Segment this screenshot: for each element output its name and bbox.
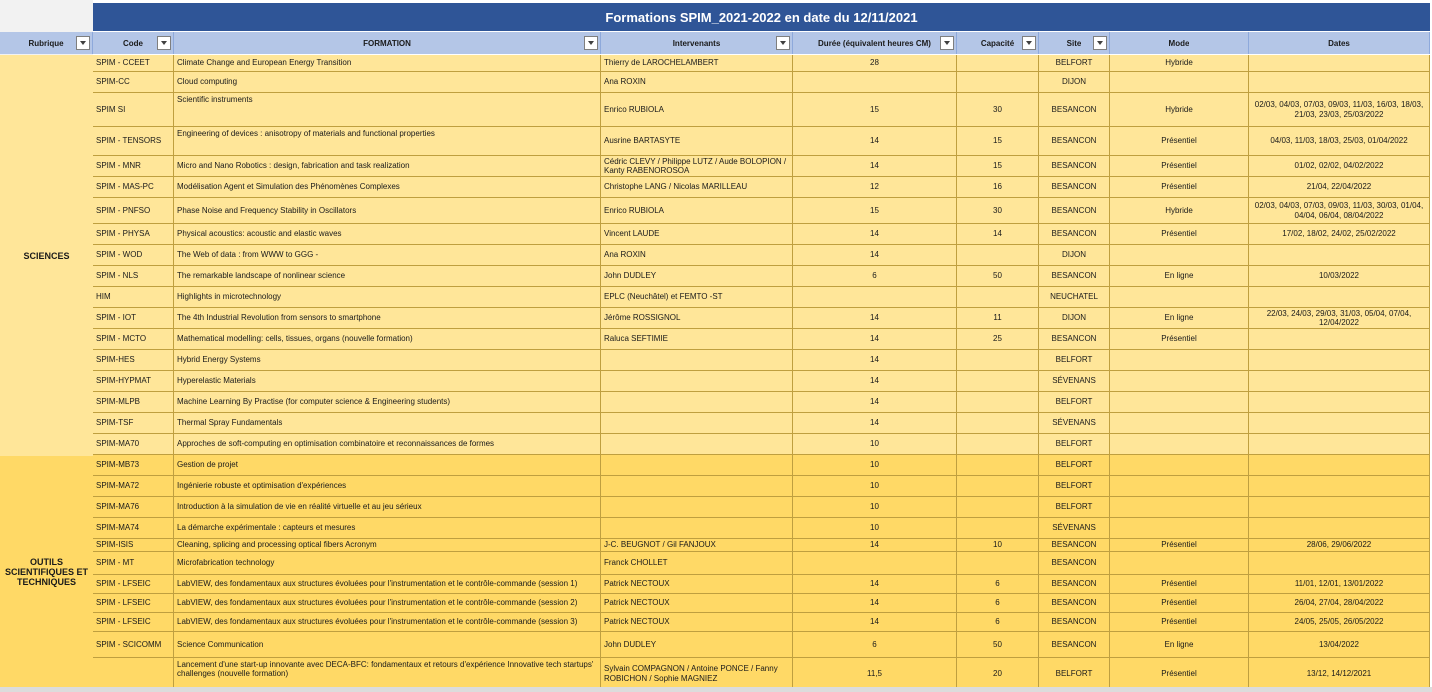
cell-dates[interactable]: [1249, 245, 1430, 266]
cell-site[interactable]: SÉVENANS: [1039, 518, 1110, 539]
col-header-rubrique: [0, 32, 93, 54]
cell-intervenants[interactable]: [601, 392, 793, 413]
cell-dates[interactable]: 17/02, 18/02, 24/02, 25/02/2022: [1249, 224, 1430, 245]
cell-formation[interactable]: The 4th Industrial Revolution from sensors to smartphone: [174, 308, 601, 329]
cell-intervenants[interactable]: Thierry de LAROCHELAMBERT: [601, 55, 793, 72]
cell-intervenants[interactable]: Patrick NECTOUX: [601, 575, 793, 594]
cell-duree[interactable]: 14: [793, 308, 957, 329]
cell-capacite[interactable]: 15: [957, 156, 1039, 177]
filter-dropdown-icon[interactable]: [776, 36, 790, 50]
cell-mode[interactable]: [1110, 455, 1249, 476]
cell-capacite[interactable]: [957, 350, 1039, 371]
col-header-intervenants-label: Intervenants: [672, 38, 721, 48]
cell-duree[interactable]: 14: [793, 156, 957, 177]
cell-duree[interactable]: 10: [793, 518, 957, 539]
filter-dropdown-icon[interactable]: [1022, 36, 1036, 50]
cell-duree[interactable]: 10: [793, 476, 957, 497]
cell-formation[interactable]: Machine Learning By Practise (for computer science & Engineering students): [174, 392, 601, 413]
cell-mode[interactable]: Présentiel: [1110, 594, 1249, 613]
cell-dates[interactable]: [1249, 371, 1430, 392]
cell-capacite[interactable]: 30: [957, 93, 1039, 127]
cell-formation[interactable]: Hyperelastic Materials: [174, 371, 601, 392]
cell-mode[interactable]: [1110, 350, 1249, 371]
col-header-mode-label: Mode: [1168, 38, 1190, 48]
cell-capacite[interactable]: 16: [957, 177, 1039, 198]
cell-duree[interactable]: 14: [793, 613, 957, 632]
cell-formation[interactable]: Microfabrication technology: [174, 552, 601, 575]
cell-capacite[interactable]: [957, 413, 1039, 434]
cell-dates[interactable]: [1249, 552, 1430, 575]
cell-capacite[interactable]: 50: [957, 266, 1039, 287]
cell-mode[interactable]: [1110, 552, 1249, 575]
cell-formation[interactable]: Cleaning, splicing and processing optical fibers Acronym: [174, 539, 601, 552]
cell-dates[interactable]: [1249, 72, 1430, 93]
cell-formation[interactable]: Climate Change and European Energy Transition: [174, 55, 601, 72]
cell-site[interactable]: BESANCON: [1039, 594, 1110, 613]
cell-dates[interactable]: 13/12, 14/12/2021: [1249, 658, 1430, 690]
cell-duree[interactable]: [793, 552, 957, 575]
cell-capacite[interactable]: 30: [957, 198, 1039, 224]
cell-code[interactable]: SPIM - CCEET: [93, 55, 174, 72]
col-header-duree: [793, 32, 957, 54]
cell-dates[interactable]: 28/06, 29/06/2022: [1249, 539, 1430, 552]
cell-mode[interactable]: [1110, 392, 1249, 413]
cell-code[interactable]: SPIM - TENSORS: [93, 127, 174, 156]
col-header-capacite-label: Capacité: [980, 38, 1015, 48]
cell-mode[interactable]: [1110, 245, 1249, 266]
cell-intervenants[interactable]: J-C. BEUGNOT / Gil FANJOUX: [601, 539, 793, 552]
cell-dates[interactable]: [1249, 392, 1430, 413]
cell-intervenants[interactable]: Ausrine BARTASYTE: [601, 127, 793, 156]
filter-dropdown-icon[interactable]: [76, 36, 90, 50]
cell-duree[interactable]: 12: [793, 177, 957, 198]
cell-mode[interactable]: Présentiel: [1110, 575, 1249, 594]
cell-duree[interactable]: 14: [793, 224, 957, 245]
cell-capacite[interactable]: [957, 55, 1039, 72]
cell-site[interactable]: BESANCON: [1039, 613, 1110, 632]
cell-site[interactable]: BESANCON: [1039, 177, 1110, 198]
cell-mode[interactable]: Présentiel: [1110, 658, 1249, 690]
col-header-capacite: [957, 32, 1039, 54]
cell-duree[interactable]: [793, 72, 957, 93]
cell-site[interactable]: BELFORT: [1039, 497, 1110, 518]
col-header-site-label: Site: [1066, 38, 1082, 48]
cell-intervenants[interactable]: Enrico RUBIOLA: [601, 93, 793, 127]
cell-intervenants[interactable]: Ana ROXIN: [601, 72, 793, 93]
cell-capacite[interactable]: [957, 287, 1039, 308]
cell-formation[interactable]: LabVIEW, des fondamentaux aux structures évoluées pour l'instrumentation et le contrôle-commande (session 2): [174, 594, 601, 613]
cell-code[interactable]: SPIM-TSF: [93, 413, 174, 434]
cell-mode[interactable]: Présentiel: [1110, 177, 1249, 198]
cell-site[interactable]: BELFORT: [1039, 55, 1110, 72]
cell-dates[interactable]: 02/03, 04/03, 07/03, 09/03, 11/03, 16/03, 18/03, 21/03, 23/03, 25/03/2022: [1249, 93, 1430, 127]
cell-code[interactable]: SPIM-MA70: [93, 434, 174, 455]
cell-code[interactable]: SPIM-MA72: [93, 476, 174, 497]
cell-intervenants[interactable]: John DUDLEY: [601, 632, 793, 658]
cell-capacite[interactable]: 50: [957, 632, 1039, 658]
cell-formation[interactable]: Modélisation Agent et Simulation des Phénomènes Complexes: [174, 177, 601, 198]
cell-intervenants[interactable]: Raluca SEFTIMIE: [601, 329, 793, 350]
col-header-mode: [1110, 32, 1249, 54]
cell-mode[interactable]: En ligne: [1110, 308, 1249, 329]
cell-formation[interactable]: LabVIEW, des fondamentaux aux structures évoluées pour l'instrumentation et le contrôle-commande (session 3): [174, 613, 601, 632]
cell-duree[interactable]: 10: [793, 497, 957, 518]
cell-dates[interactable]: [1249, 287, 1430, 308]
cell-duree[interactable]: 14: [793, 413, 957, 434]
cell-duree[interactable]: 10: [793, 434, 957, 455]
cell-mode[interactable]: [1110, 434, 1249, 455]
col-header-dates-label: Dates: [1328, 38, 1350, 48]
cell-dates[interactable]: [1249, 434, 1430, 455]
cell-formation[interactable]: Engineering of devices : anisotropy of materials and functional properties: [174, 127, 601, 156]
cell-formation[interactable]: Phase Noise and Frequency Stability in Oscillators: [174, 198, 601, 224]
cell-code[interactable]: HIM: [93, 287, 174, 308]
cell-intervenants[interactable]: [601, 476, 793, 497]
cell-mode[interactable]: [1110, 518, 1249, 539]
cell-formation[interactable]: Hybrid Energy Systems: [174, 350, 601, 371]
cell-dates[interactable]: [1249, 329, 1430, 350]
cell-site[interactable]: BELFORT: [1039, 476, 1110, 497]
cell-dates[interactable]: 11/01, 12/01, 13/01/2022: [1249, 575, 1430, 594]
cell-intervenants[interactable]: [601, 497, 793, 518]
cell-code[interactable]: SPIM - PHYSA: [93, 224, 174, 245]
cell-mode[interactable]: En ligne: [1110, 266, 1249, 287]
cell-code[interactable]: SPIM-CC: [93, 72, 174, 93]
cell-intervenants[interactable]: Christophe LANG / Nicolas MARILLEAU: [601, 177, 793, 198]
cell-formation[interactable]: The remarkable landscape of nonlinear science: [174, 266, 601, 287]
cell-intervenants[interactable]: Vincent LAUDE: [601, 224, 793, 245]
cell-duree[interactable]: 28: [793, 55, 957, 72]
col-header-dates: [1249, 32, 1430, 54]
cell-site[interactable]: BELFORT: [1039, 658, 1110, 690]
cell-capacite[interactable]: [957, 371, 1039, 392]
cell-capacite[interactable]: 11: [957, 308, 1039, 329]
cell-mode[interactable]: Présentiel: [1110, 156, 1249, 177]
rubrique-outils: OUTILS SCIENTIFIQUES ET TECHNIQUES: [0, 456, 93, 687]
cell-capacite[interactable]: 10: [957, 539, 1039, 552]
cell-site[interactable]: SÉVENANS: [1039, 371, 1110, 392]
cell-code[interactable]: SPIM-ISIS: [93, 539, 174, 552]
cell-mode[interactable]: [1110, 287, 1249, 308]
cell-duree[interactable]: [793, 287, 957, 308]
cell-capacite[interactable]: [957, 72, 1039, 93]
cell-capacite[interactable]: [957, 476, 1039, 497]
cell-dates[interactable]: 22/03, 24/03, 29/03, 31/03, 05/04, 07/04, 12/04/2022: [1249, 308, 1430, 329]
filter-dropdown-icon[interactable]: [940, 36, 954, 50]
cell-mode[interactable]: Présentiel: [1110, 539, 1249, 552]
col-header-code: [93, 32, 174, 54]
cell-capacite[interactable]: [957, 518, 1039, 539]
cell-duree[interactable]: 14: [793, 127, 957, 156]
cell-site[interactable]: BELFORT: [1039, 350, 1110, 371]
cell-dates[interactable]: 10/03/2022: [1249, 266, 1430, 287]
cell-intervenants[interactable]: [601, 434, 793, 455]
cell-intervenants[interactable]: Sylvain COMPAGNON / Antoine PONCE / Fanny ROBICHON / Sophie MAGNIEZ: [601, 658, 793, 690]
cell-site[interactable]: BESANCON: [1039, 156, 1110, 177]
cell-site[interactable]: BESANCON: [1039, 198, 1110, 224]
cell-mode[interactable]: [1110, 497, 1249, 518]
cell-duree[interactable]: 14: [793, 245, 957, 266]
cell-code[interactable]: SPIM - PNFSO: [93, 198, 174, 224]
cell-site[interactable]: NEUCHATEL: [1039, 287, 1110, 308]
cell-duree[interactable]: 15: [793, 93, 957, 127]
cell-capacite[interactable]: 6: [957, 594, 1039, 613]
cell-code[interactable]: SPIM - NLS: [93, 266, 174, 287]
cell-dates[interactable]: 24/05, 25/05, 26/05/2022: [1249, 613, 1430, 632]
cell-site[interactable]: BESANCON: [1039, 632, 1110, 658]
col-header-formation-label: FORMATION: [363, 38, 411, 48]
cell-formation[interactable]: The Web of data : from WWW to GGG -: [174, 245, 601, 266]
cell-mode[interactable]: [1110, 413, 1249, 434]
cell-formation[interactable]: LabVIEW, des fondamentaux aux structures évoluées pour l'instrumentation et le contrôle-commande (session 1): [174, 575, 601, 594]
cell-intervenants[interactable]: [601, 350, 793, 371]
cell-intervenants[interactable]: [601, 455, 793, 476]
cell-formation[interactable]: Approches de soft-computing en optimisation combinatoire et reconnaissances de formes: [174, 434, 601, 455]
filter-dropdown-icon[interactable]: [584, 36, 598, 50]
cell-duree[interactable]: 14: [793, 329, 957, 350]
cell-dates[interactable]: [1249, 55, 1430, 72]
filter-dropdown-icon[interactable]: [1093, 36, 1107, 50]
cell-dates[interactable]: [1249, 497, 1430, 518]
cell-capacite[interactable]: 15: [957, 127, 1039, 156]
cell-duree[interactable]: 14: [793, 371, 957, 392]
col-header-formation: [174, 32, 601, 54]
cell-duree[interactable]: 14: [793, 594, 957, 613]
cell-mode[interactable]: Hybride: [1110, 93, 1249, 127]
cell-mode[interactable]: Hybride: [1110, 198, 1249, 224]
cell-dates[interactable]: 13/04/2022: [1249, 632, 1430, 658]
cell-intervenants[interactable]: John DUDLEY: [601, 266, 793, 287]
cell-code[interactable]: SPIM-MB73: [93, 455, 174, 476]
cell-intervenants[interactable]: [601, 413, 793, 434]
cell-intervenants[interactable]: [601, 371, 793, 392]
cell-capacite[interactable]: 6: [957, 575, 1039, 594]
cell-capacite[interactable]: [957, 392, 1039, 413]
cell-intervenants[interactable]: Enrico RUBIOLA: [601, 198, 793, 224]
cell-mode[interactable]: En ligne: [1110, 632, 1249, 658]
cell-site[interactable]: DIJON: [1039, 72, 1110, 93]
cell-mode[interactable]: Présentiel: [1110, 613, 1249, 632]
cell-capacite[interactable]: [957, 245, 1039, 266]
cell-code[interactable]: SPIM-MA76: [93, 497, 174, 518]
col-header-duree-label: Durée (équivalent heures CM): [818, 38, 931, 48]
cell-mode[interactable]: Présentiel: [1110, 224, 1249, 245]
cell-dates[interactable]: [1249, 476, 1430, 497]
cell-capacite[interactable]: 14: [957, 224, 1039, 245]
cell-formation[interactable]: Highlights in microtechnology: [174, 287, 601, 308]
rubrique-sciences: SCIENCES: [0, 55, 93, 456]
cell-code[interactable]: SPIM-HYPMAT: [93, 371, 174, 392]
cell-site[interactable]: BESANCON: [1039, 552, 1110, 575]
cell-intervenants[interactable]: Ana ROXIN: [601, 245, 793, 266]
cell-intervenants[interactable]: Franck CHOLLET: [601, 552, 793, 575]
cell-capacite[interactable]: 20: [957, 658, 1039, 690]
cell-code[interactable]: SPIM - LFSEIC: [93, 594, 174, 613]
col-header-code-label: Code: [123, 38, 143, 48]
cell-code[interactable]: SPIM-MA74: [93, 518, 174, 539]
cell-dates[interactable]: 04/03, 11/03, 18/03, 25/03, 01/04/2022: [1249, 127, 1430, 156]
cell-capacite[interactable]: 25: [957, 329, 1039, 350]
cell-intervenants[interactable]: [601, 518, 793, 539]
cell-site[interactable]: BESANCON: [1039, 329, 1110, 350]
cell-code[interactable]: SPIM - MCTO: [93, 329, 174, 350]
cell-code[interactable]: SPIM - MNR: [93, 156, 174, 177]
cell-dates[interactable]: 26/04, 27/04, 28/04/2022: [1249, 594, 1430, 613]
cell-duree[interactable]: 6: [793, 632, 957, 658]
cell-formation[interactable]: Lancement d'une start-up innovante avec DECA-BFC: fondamentaux et retours d'expérience Innovative tech startups' challenges (nouvelle formation): [174, 658, 601, 690]
cell-site[interactable]: BELFORT: [1039, 455, 1110, 476]
col-header-site: [1039, 32, 1110, 54]
cell-duree[interactable]: 11,5: [793, 658, 957, 690]
sheet-title: Formations SPIM_2021-2022 en date du 12/11/2021: [93, 3, 1430, 31]
cell-formation[interactable]: Thermal Spray Fundamentals: [174, 413, 601, 434]
cell-formation[interactable]: La démarche expérimentale : capteurs et mesures: [174, 518, 601, 539]
cell-site[interactable]: DIJON: [1039, 308, 1110, 329]
cell-dates[interactable]: 01/02, 02/02, 04/02/2022: [1249, 156, 1430, 177]
cell-duree[interactable]: 14: [793, 392, 957, 413]
col-header-intervenants: [601, 32, 793, 54]
cell-dates[interactable]: [1249, 518, 1430, 539]
cell-capacite[interactable]: [957, 552, 1039, 575]
cell-site[interactable]: BELFORT: [1039, 434, 1110, 455]
cell-code[interactable]: SPIM SI: [93, 93, 174, 127]
cell-duree[interactable]: 15: [793, 198, 957, 224]
cell-mode[interactable]: Hybride: [1110, 55, 1249, 72]
cell-site[interactable]: BESANCON: [1039, 127, 1110, 156]
cell-code[interactable]: SPIM - LFSEIC: [93, 613, 174, 632]
cell-intervenants[interactable]: Patrick NECTOUX: [601, 594, 793, 613]
cell-mode[interactable]: Présentiel: [1110, 127, 1249, 156]
cell-code[interactable]: SPIM-MLPB: [93, 392, 174, 413]
cell-dates[interactable]: [1249, 413, 1430, 434]
cell-formation[interactable]: Science Communication: [174, 632, 601, 658]
cell-duree[interactable]: 6: [793, 266, 957, 287]
cell-capacite[interactable]: 6: [957, 613, 1039, 632]
cell-code[interactable]: SPIM - LFSEIC: [93, 575, 174, 594]
cell-mode[interactable]: [1110, 476, 1249, 497]
cell-intervenants[interactable]: Patrick NECTOUX: [601, 613, 793, 632]
cell-site[interactable]: BESANCON: [1039, 224, 1110, 245]
cell-site[interactable]: BESANCON: [1039, 575, 1110, 594]
cell-site[interactable]: BESANCON: [1039, 266, 1110, 287]
cell-formation[interactable]: Cloud computing: [174, 72, 601, 93]
cell-dates[interactable]: [1249, 350, 1430, 371]
cell-duree[interactable]: 10: [793, 455, 957, 476]
cell-dates[interactable]: 21/04, 22/04/2022: [1249, 177, 1430, 198]
cell-formation[interactable]: Introduction à la simulation de vie en réalité virtuelle et au jeu sérieux: [174, 497, 601, 518]
cell-capacite[interactable]: [957, 455, 1039, 476]
cell-mode[interactable]: [1110, 72, 1249, 93]
cell-site[interactable]: BELFORT: [1039, 392, 1110, 413]
cell-duree[interactable]: 14: [793, 539, 957, 552]
filter-dropdown-icon[interactable]: [157, 36, 171, 50]
cell-site[interactable]: BESANCON: [1039, 93, 1110, 127]
cell-formation[interactable]: Mathematical modelling: cells, tissues, organs (nouvelle formation): [174, 329, 601, 350]
cell-capacite[interactable]: [957, 434, 1039, 455]
cell-dates[interactable]: [1249, 455, 1430, 476]
cell-duree[interactable]: 14: [793, 350, 957, 371]
cell-formation[interactable]: Micro and Nano Robotics : design, fabrication and task realization: [174, 156, 601, 177]
cell-site[interactable]: BESANCON: [1039, 539, 1110, 552]
cell-formation[interactable]: Physical acoustics: acoustic and elastic waves: [174, 224, 601, 245]
cell-formation[interactable]: Gestion de projet: [174, 455, 601, 476]
cell-duree[interactable]: 14: [793, 575, 957, 594]
cell-site[interactable]: SÉVENANS: [1039, 413, 1110, 434]
cell-intervenants[interactable]: Cédric CLEVY / Philippe LUTZ / Aude BOLOPION / Kanty RABENOROSOA: [601, 156, 793, 177]
cell-capacite[interactable]: [957, 497, 1039, 518]
cell-formation[interactable]: Ingénierie robuste et optimisation d'expériences: [174, 476, 601, 497]
cell-code[interactable]: SPIM-HES: [93, 350, 174, 371]
cell-intervenants[interactable]: Jérôme ROSSIGNOL: [601, 308, 793, 329]
cell-code[interactable]: SPIM - MT: [93, 552, 174, 575]
cell-site[interactable]: DIJON: [1039, 245, 1110, 266]
cell-intervenants[interactable]: EPLC (Neuchâtel) et FEMTO -ST: [601, 287, 793, 308]
horizontal-scrollbar[interactable]: [0, 687, 1432, 692]
col-header-rubrique-label: Rubrique: [28, 38, 64, 48]
cell-dates[interactable]: 02/03, 04/03, 07/03, 09/03, 11/03, 30/03, 01/04, 04/04, 06/04, 08/04/2022: [1249, 198, 1430, 224]
cell-code[interactable]: SPIM - WOD: [93, 245, 174, 266]
cell-mode[interactable]: Présentiel: [1110, 329, 1249, 350]
cell-formation[interactable]: Scientific instruments: [174, 93, 601, 127]
cell-code[interactable]: SPIM - SCICOMM: [93, 632, 174, 658]
cell-code[interactable]: [93, 658, 174, 690]
cell-mode[interactable]: [1110, 371, 1249, 392]
cell-code[interactable]: SPIM - IOT: [93, 308, 174, 329]
cell-code[interactable]: SPIM - MAS-PC: [93, 177, 174, 198]
